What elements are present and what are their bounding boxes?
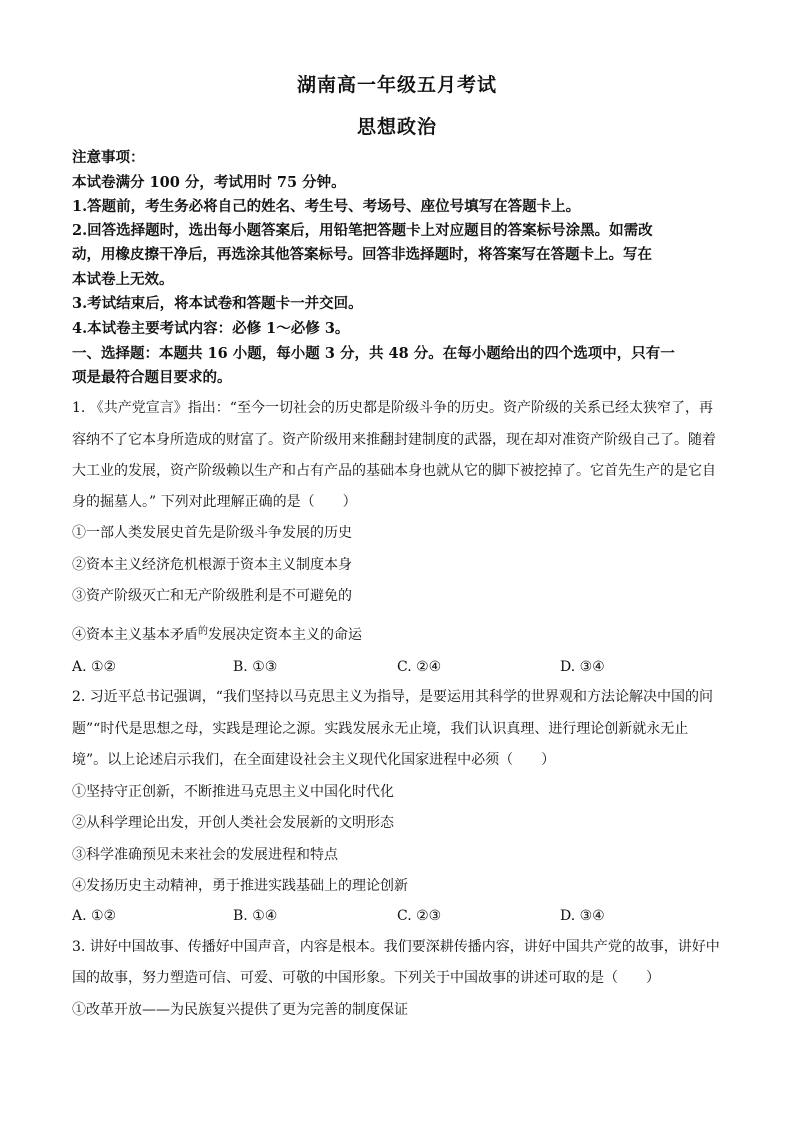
notice-line: 本试卷满分 100 分，考试用时 75 分钟。 — [72, 174, 346, 191]
question-2-stem: 2. 习近平总书记强调，“我们坚持以马克思主义为指导，是要运用其科学的世界观和方法论解决中国的问 — [72, 689, 713, 705]
notice-line: 动，用橡皮擦干净后，再选涂其他答案标号。回答非选择题时，将答案写在答题卡上。写在 — [72, 246, 652, 263]
question-2-item: ②从科学理论出发，开创人类社会发展新的文明形态 — [72, 815, 394, 831]
question-1-stem: 大工业的发展，资产阶级赖以生产和占有产品的基础本身也就从它的脚下被挖掉了。它首先生产的是它自 — [72, 463, 716, 479]
question-2-item: ①坚持守正创新，不断推进马克思主义中国化时代化 — [72, 784, 394, 800]
question-1-item: ①一部人类发展史首先是阶级斗争发展的历史 — [72, 525, 352, 541]
question-2-stem: 境”。以上论述启示我们，在全面建设社会主义现代化国家进程中必须（ ） — [72, 752, 556, 768]
question-1-option-b: B. ①③ — [233, 659, 278, 675]
question-1-item — [72, 622, 722, 645]
section-heading: 一、选择题：本题共 16 小题，每小题 3 分，共 48 分。在每小题给出的四个选项中，只有一 — [72, 345, 675, 362]
question-1-stem: 1. 《共产党宣言》指出：“至今一切社会的历史都是阶级斗争的历史。资产阶级的关系已经太狭窄了，再 — [72, 400, 713, 416]
question-2-option-c: C. ②③ — [397, 908, 442, 924]
notice-line: 1.答题前，考生务必将自己的姓名、考生号、考场号、座位号填写在答题卡上。 — [72, 198, 581, 215]
question-2-item: ④发扬历史主动精神，勇于推进实践基础上的理论创新 — [72, 878, 408, 894]
question-2-option-d: D. ③④ — [560, 908, 605, 924]
question-1-option-d: D. ③④ — [560, 659, 605, 675]
question-1-item-text: 发展决定资本主义的命运 — [208, 627, 362, 643]
notice-line: 2.回答选择题时，选出每小题答案后，用铅笔把答题卡上对应题目的答案标号涂黑。如需改 — [72, 222, 653, 239]
question-3-item: ①改革开放——为民族复兴提供了更为完善的制度保证 — [72, 1002, 408, 1018]
question-1-item: ②资本主义经济危机根源于资本主义制度本身 — [72, 557, 352, 573]
question-2-stem: 题”“时代是思想之母，实践是理论之源。实践发展永无止境，我们认识真理、进行理论创新就永无止 — [72, 721, 689, 737]
question-3-stem: 国的故事，努力塑造可信、可爱、可敬的中国形象。下列关于中国故事的讲述可取的是（ ） — [72, 970, 660, 986]
question-1-option-a: A. ①② — [72, 659, 117, 675]
section-heading: 项是最符合题目要求的。 — [72, 369, 232, 386]
question-2-option-a: A. ①② — [72, 908, 117, 924]
question-3-stem: 3. 讲好中国故事、传播好中国声音，内容是根本。我们要深耕传播内容，讲好中国共产党的故事，讲好中 — [72, 939, 720, 955]
question-1-item-text: ④资本主义基本矛盾 — [72, 627, 198, 643]
question-1-option-c: C. ②④ — [397, 659, 442, 675]
question-1-stem: 容纳不了它本身所造成的财富了。资产阶级用来推翻封建制度的武器，现在却对准资产阶级自己了。随着 — [72, 432, 716, 448]
notice-line: 4.本试卷主要考试内容：必修 1～必修 3。 — [72, 320, 350, 337]
question-2-item: ③科学准确预见未来社会的发展进程和特点 — [72, 847, 338, 863]
exam-subject: 思想政治 — [356, 116, 437, 138]
question-2-option-b: B. ①④ — [233, 908, 278, 924]
notice-line: 3.考试结束后，将本试卷和答题卡一并交回。 — [72, 295, 363, 312]
exam-title: 湖南高一年级五月考试 — [296, 74, 497, 96]
question-1-item-sup: 的 — [198, 626, 208, 637]
notice-line: 本试卷上无效。 — [72, 271, 174, 288]
notice-heading: 注意事项： — [72, 149, 145, 166]
question-1-item: ③资产阶级灭亡和无产阶级胜利是不可避免的 — [72, 588, 352, 604]
question-1-stem: 身的掘墓人。” 下列对此理解正确的是（ ） — [72, 494, 357, 510]
